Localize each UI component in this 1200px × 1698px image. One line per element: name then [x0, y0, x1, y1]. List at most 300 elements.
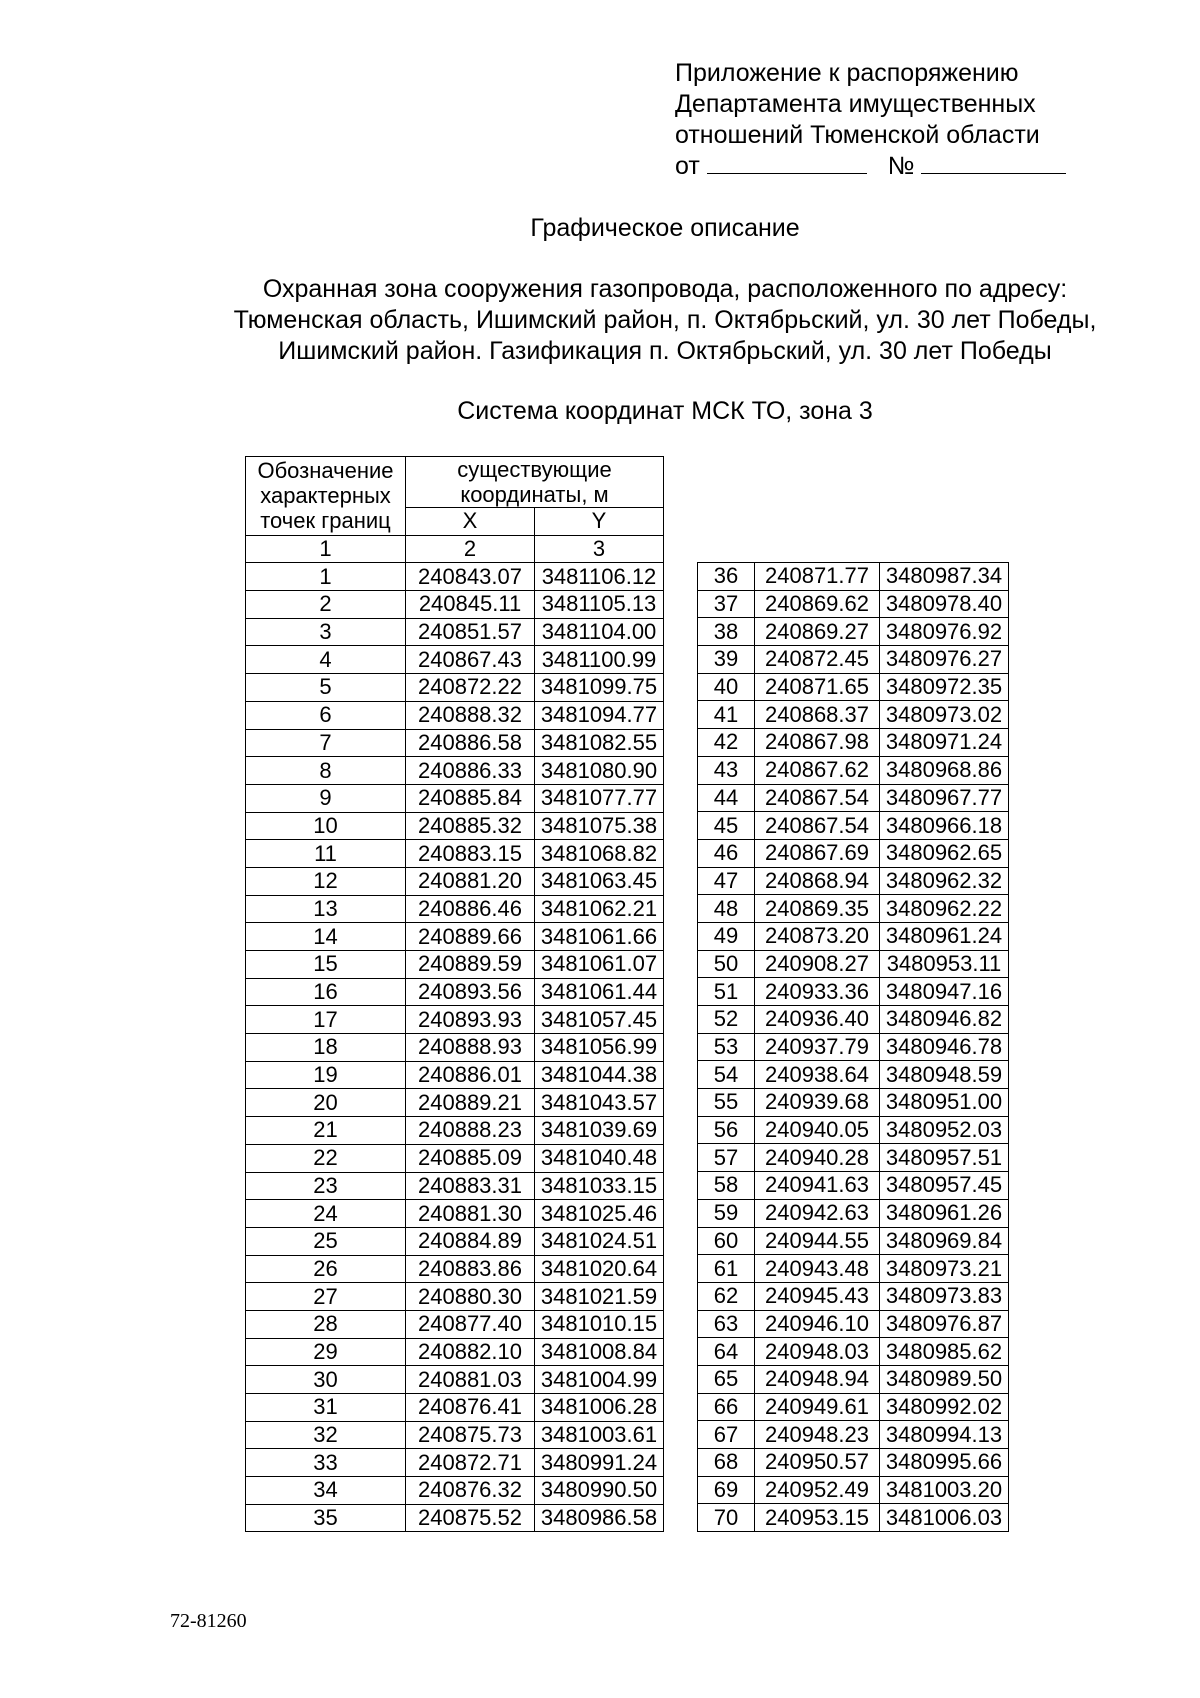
date-blank: [707, 151, 867, 174]
point-number-cell: 7: [246, 729, 406, 757]
point-number-cell: 1: [246, 563, 406, 591]
y-coordinate-cell: 3481106.12: [535, 563, 664, 591]
table-row: [246, 1006, 664, 1034]
table-row: [246, 784, 664, 812]
point-number-cell: 52: [698, 1006, 755, 1034]
point-number-cell: 34: [246, 1477, 406, 1505]
y-coordinate-cell: 3480978.40: [880, 590, 1009, 618]
y-coordinate-cell: 3481105.13: [535, 591, 664, 619]
x-coordinate-cell: 240885.84: [406, 784, 535, 812]
table-row: [698, 729, 1009, 757]
x-coordinate-cell: 240886.33: [406, 757, 535, 785]
x-coordinate-cell: 240867.98: [755, 729, 880, 757]
x-coordinate-cell: 240952.49: [755, 1476, 880, 1504]
point-number-cell: 31: [246, 1394, 406, 1422]
point-number-cell: 62: [698, 1282, 755, 1310]
right-table-body: [698, 563, 1009, 1532]
table-row: [698, 895, 1009, 923]
point-number-cell: 53: [698, 1033, 755, 1061]
table-row: [246, 563, 664, 591]
number-blank: [921, 151, 1066, 174]
point-number-cell: 70: [698, 1504, 755, 1532]
y-coordinate-cell: 3480992.02: [880, 1393, 1009, 1421]
table-row: [246, 1061, 664, 1089]
table-row: [698, 1476, 1009, 1504]
y-coordinate-cell: 3480967.77: [880, 784, 1009, 812]
table-row: [698, 1449, 1009, 1477]
y-coordinate-cell: 3480969.84: [880, 1227, 1009, 1255]
point-number-cell: 57: [698, 1144, 755, 1172]
x-coordinate-cell: 240881.30: [406, 1200, 535, 1228]
x-coordinate-cell: 240945.43: [755, 1282, 880, 1310]
x-coordinate-cell: 240944.55: [755, 1227, 880, 1255]
point-number-cell: 21: [246, 1117, 406, 1145]
header-x: X: [406, 508, 535, 536]
x-coordinate-cell: 240883.86: [406, 1255, 535, 1283]
x-coordinate-cell: 240869.62: [755, 590, 880, 618]
y-coordinate-cell: 3480961.24: [880, 922, 1009, 950]
y-coordinate-cell: 3480952.03: [880, 1116, 1009, 1144]
y-coordinate-cell: 3480987.34: [880, 563, 1009, 591]
y-coordinate-cell: 3481077.77: [535, 784, 664, 812]
table-row: [246, 1421, 664, 1449]
table-row: [246, 618, 664, 646]
point-number-cell: 36: [698, 563, 755, 591]
x-coordinate-cell: 240933.36: [755, 978, 880, 1006]
x-coordinate-cell: 240875.73: [406, 1421, 535, 1449]
y-coordinate-cell: 3481094.77: [535, 701, 664, 729]
description-line-3: Ишимский район. Газификация п. Октябрьский, ул. 30 лет Победы: [278, 337, 1052, 365]
y-coordinate-cell: 3480966.18: [880, 812, 1009, 840]
table-row: [698, 1338, 1009, 1366]
x-coordinate-cell: 240888.93: [406, 1034, 535, 1062]
appendix-line-3: отношений Тюменской области: [675, 121, 1040, 149]
x-coordinate-cell: 240880.30: [406, 1283, 535, 1311]
table-row: [246, 978, 664, 1006]
point-number-cell: 10: [246, 812, 406, 840]
point-number-cell: 37: [698, 590, 755, 618]
point-number-cell: 66: [698, 1393, 755, 1421]
x-coordinate-cell: 240889.59: [406, 951, 535, 979]
x-coordinate-cell: 240881.20: [406, 867, 535, 895]
point-number-cell: 25: [246, 1227, 406, 1255]
x-coordinate-cell: 240871.65: [755, 673, 880, 701]
number-label: №: [887, 152, 915, 180]
point-number-cell: 41: [698, 701, 755, 729]
y-coordinate-cell: 3481003.20: [880, 1476, 1009, 1504]
x-coordinate-cell: 240885.32: [406, 812, 535, 840]
table-row: [246, 840, 664, 868]
table-row: [698, 1255, 1009, 1283]
y-coordinate-cell: 3480989.50: [880, 1365, 1009, 1393]
point-number-cell: 47: [698, 867, 755, 895]
x-coordinate-cell: 240867.62: [755, 756, 880, 784]
point-number-cell: 39: [698, 646, 755, 674]
y-coordinate-cell: 3481044.38: [535, 1061, 664, 1089]
x-coordinate-cell: 240876.41: [406, 1394, 535, 1422]
x-coordinate-cell: 240953.15: [755, 1504, 880, 1532]
point-number-cell: 11: [246, 840, 406, 868]
point-number-cell: 59: [698, 1199, 755, 1227]
y-coordinate-cell: 3480946.78: [880, 1033, 1009, 1061]
y-coordinate-cell: 3481010.15: [535, 1310, 664, 1338]
point-number-cell: 49: [698, 922, 755, 950]
table-row: [698, 618, 1009, 646]
point-number-cell: 33: [246, 1449, 406, 1477]
y-coordinate-cell: 3480973.83: [880, 1282, 1009, 1310]
table-row: [246, 923, 664, 951]
point-number-cell: 44: [698, 784, 755, 812]
x-coordinate-cell: 240877.40: [406, 1310, 535, 1338]
y-coordinate-cell: 3480968.86: [880, 756, 1009, 784]
y-coordinate-cell: 3481075.38: [535, 812, 664, 840]
point-number-cell: 30: [246, 1366, 406, 1394]
x-coordinate-cell: 240888.23: [406, 1117, 535, 1145]
table-row: [698, 1199, 1009, 1227]
point-number-cell: 13: [246, 895, 406, 923]
y-coordinate-cell: 3480962.22: [880, 895, 1009, 923]
point-number-cell: 23: [246, 1172, 406, 1200]
y-coordinate-cell: 3481080.90: [535, 757, 664, 785]
y-coordinate-cell: 3481024.51: [535, 1227, 664, 1255]
y-coordinate-cell: 3480976.87: [880, 1310, 1009, 1338]
point-number-cell: 45: [698, 812, 755, 840]
table-row: [246, 1034, 664, 1062]
table-row: [698, 784, 1009, 812]
table-row: [698, 1310, 1009, 1338]
x-coordinate-cell: 240938.64: [755, 1061, 880, 1089]
coordinates-table-left: [245, 456, 664, 1532]
point-number-cell: 16: [246, 978, 406, 1006]
point-number-cell: 3: [246, 618, 406, 646]
point-number-cell: 55: [698, 1089, 755, 1117]
x-coordinate-cell: 240867.54: [755, 784, 880, 812]
x-coordinate-cell: 240949.61: [755, 1393, 880, 1421]
point-number-cell: 19: [246, 1061, 406, 1089]
x-coordinate-cell: 240868.94: [755, 867, 880, 895]
x-coordinate-cell: 240884.89: [406, 1227, 535, 1255]
point-number-cell: 4: [246, 646, 406, 674]
point-number-cell: 42: [698, 729, 755, 757]
y-coordinate-cell: 3480962.65: [880, 839, 1009, 867]
table-row: [698, 1089, 1009, 1117]
point-number-cell: 56: [698, 1116, 755, 1144]
x-coordinate-cell: 240948.94: [755, 1365, 880, 1393]
x-coordinate-cell: 240868.37: [755, 701, 880, 729]
point-number-cell: 15: [246, 951, 406, 979]
y-coordinate-cell: 3480946.82: [880, 1006, 1009, 1034]
header-y: Y: [535, 508, 664, 536]
point-number-cell: 67: [698, 1421, 755, 1449]
x-coordinate-cell: 240889.21: [406, 1089, 535, 1117]
table-row: [246, 646, 664, 674]
table-row: [246, 1338, 664, 1366]
appendix-block: [675, 58, 1066, 182]
table-row: [246, 591, 664, 619]
point-number-cell: 18: [246, 1034, 406, 1062]
table-row: [698, 978, 1009, 1006]
table-row: [246, 1089, 664, 1117]
table-row: [698, 563, 1009, 591]
y-coordinate-cell: 3481006.28: [535, 1394, 664, 1422]
point-number-cell: 61: [698, 1255, 755, 1283]
y-coordinate-cell: 3481056.99: [535, 1034, 664, 1062]
point-number-cell: 69: [698, 1476, 755, 1504]
y-coordinate-cell: 3480971.24: [880, 729, 1009, 757]
point-number-cell: 26: [246, 1255, 406, 1283]
point-number-cell: 17: [246, 1006, 406, 1034]
table-row: [698, 839, 1009, 867]
point-number-cell: 5: [246, 674, 406, 702]
x-coordinate-cell: 240939.68: [755, 1089, 880, 1117]
x-coordinate-cell: 240845.11: [406, 591, 535, 619]
table-row: [698, 1365, 1009, 1393]
y-coordinate-cell: 3480973.02: [880, 701, 1009, 729]
point-number-cell: 32: [246, 1421, 406, 1449]
y-coordinate-cell: 3480961.26: [880, 1199, 1009, 1227]
point-number-cell: 46: [698, 839, 755, 867]
point-number-cell: 12: [246, 867, 406, 895]
point-number-cell: 28: [246, 1310, 406, 1338]
x-coordinate-cell: 240876.32: [406, 1477, 535, 1505]
point-number-cell: 54: [698, 1061, 755, 1089]
point-number-cell: 50: [698, 950, 755, 978]
x-coordinate-cell: 240908.27: [755, 950, 880, 978]
table-row: [246, 895, 664, 923]
coordinate-system-label: Система координат МСК ТО, зона 3: [457, 397, 873, 425]
point-number-cell: 6: [246, 701, 406, 729]
table-row: [246, 701, 664, 729]
point-number-cell: 38: [698, 618, 755, 646]
x-coordinate-cell: 240883.15: [406, 840, 535, 868]
point-number-cell: 22: [246, 1144, 406, 1172]
x-coordinate-cell: 240883.31: [406, 1172, 535, 1200]
x-coordinate-cell: 240942.63: [755, 1199, 880, 1227]
x-coordinate-cell: 240873.20: [755, 922, 880, 950]
x-coordinate-cell: 240869.27: [755, 618, 880, 646]
y-coordinate-cell: 3481033.15: [535, 1172, 664, 1200]
table-row: [698, 590, 1009, 618]
y-coordinate-cell: 3481057.45: [535, 1006, 664, 1034]
y-coordinate-cell: 3480953.11: [880, 950, 1009, 978]
table-row: [246, 1310, 664, 1338]
table-row: [246, 951, 664, 979]
x-coordinate-cell: 240940.05: [755, 1116, 880, 1144]
y-coordinate-cell: 3481061.07: [535, 951, 664, 979]
table-row: [698, 1393, 1009, 1421]
y-coordinate-cell: 3481061.66: [535, 923, 664, 951]
coordinates-table-right: [697, 562, 1009, 1532]
point-number-cell: 29: [246, 1338, 406, 1366]
x-coordinate-cell: 240886.46: [406, 895, 535, 923]
table-row: [246, 812, 664, 840]
table-row: [246, 1394, 664, 1422]
table-row: [246, 1117, 664, 1145]
table-row: [698, 812, 1009, 840]
y-coordinate-cell: 3480986.58: [535, 1504, 664, 1532]
y-coordinate-cell: 3481003.61: [535, 1421, 664, 1449]
table-row: [246, 1172, 664, 1200]
x-coordinate-cell: 240872.22: [406, 674, 535, 702]
point-number-cell: 24: [246, 1200, 406, 1228]
table-row: [698, 1172, 1009, 1200]
y-coordinate-cell: 3480995.66: [880, 1449, 1009, 1477]
header-col-number-3: 3: [535, 535, 664, 563]
table-row: [698, 1116, 1009, 1144]
y-coordinate-cell: 3481082.55: [535, 729, 664, 757]
x-coordinate-cell: 240941.63: [755, 1172, 880, 1200]
table-row: [698, 1504, 1009, 1532]
x-coordinate-cell: 240946.10: [755, 1310, 880, 1338]
table-row: [246, 1283, 664, 1311]
x-coordinate-cell: 240943.48: [755, 1255, 880, 1283]
x-coordinate-cell: 240882.10: [406, 1338, 535, 1366]
appendix-line-2: Департамента имущественных: [675, 90, 1036, 118]
description-line-1: Охранная зона сооружения газопровода, расположенного по адресу:: [262, 275, 1068, 303]
table-row: [698, 922, 1009, 950]
x-coordinate-cell: 240937.79: [755, 1033, 880, 1061]
y-coordinate-cell: 3480947.16: [880, 978, 1009, 1006]
point-number-cell: 40: [698, 673, 755, 701]
y-coordinate-cell: 3481100.99: [535, 646, 664, 674]
header-col-number-1: 1: [246, 535, 406, 563]
y-coordinate-cell: 3480973.21: [880, 1255, 1009, 1283]
x-coordinate-cell: 240871.77: [755, 563, 880, 591]
y-coordinate-cell: 3481039.69: [535, 1117, 664, 1145]
y-coordinate-cell: 3481068.82: [535, 840, 664, 868]
y-coordinate-cell: 3481062.21: [535, 895, 664, 923]
left-table-body: [246, 563, 664, 1532]
header-col-number-2: 2: [406, 535, 535, 563]
y-coordinate-cell: 3480948.59: [880, 1061, 1009, 1089]
table-row: [246, 1227, 664, 1255]
y-coordinate-cell: 3481021.59: [535, 1283, 664, 1311]
y-coordinate-cell: 3481063.45: [535, 867, 664, 895]
table-row: [246, 1366, 664, 1394]
x-coordinate-cell: 240948.03: [755, 1338, 880, 1366]
point-number-cell: 35: [246, 1504, 406, 1532]
point-number-cell: 64: [698, 1338, 755, 1366]
point-number-cell: 63: [698, 1310, 755, 1338]
table-row: [698, 1033, 1009, 1061]
x-coordinate-cell: 240872.45: [755, 646, 880, 674]
y-coordinate-cell: 3480991.24: [535, 1449, 664, 1477]
table-row: [698, 1282, 1009, 1310]
table-row: [246, 867, 664, 895]
table-row: [246, 674, 664, 702]
table-row: [246, 1144, 664, 1172]
point-number-cell: 9: [246, 784, 406, 812]
from-label: от: [675, 152, 700, 180]
header-point-designation: Обозначение характерных точек границ: [246, 457, 406, 536]
y-coordinate-cell: 3480957.51: [880, 1144, 1009, 1172]
point-number-cell: 51: [698, 978, 755, 1006]
table-row: [246, 1255, 664, 1283]
table-row: [246, 757, 664, 785]
header-existing-coordinates: существующие координаты, м: [406, 457, 664, 508]
table-row: [246, 1477, 664, 1505]
y-coordinate-cell: 3480994.13: [880, 1421, 1009, 1449]
x-coordinate-cell: 240893.56: [406, 978, 535, 1006]
document-number: 72-81260: [170, 1610, 247, 1632]
x-coordinate-cell: 240875.52: [406, 1504, 535, 1532]
table-row: [698, 1227, 1009, 1255]
table-row: [698, 1006, 1009, 1034]
zone-description: [0, 274, 1200, 367]
appendix-line-1: Приложение к распоряжению: [675, 59, 1019, 87]
x-coordinate-cell: 240940.28: [755, 1144, 880, 1172]
point-number-cell: 14: [246, 923, 406, 951]
table-row: [698, 646, 1009, 674]
x-coordinate-cell: 240888.32: [406, 701, 535, 729]
description-line-2: Тюменская область, Ишимский район, п. Октябрьский, ул. 30 лет Победы,: [233, 306, 1097, 334]
y-coordinate-cell: 3481043.57: [535, 1089, 664, 1117]
table-row: [698, 950, 1009, 978]
table-row: [698, 1421, 1009, 1449]
x-coordinate-cell: 240867.43: [406, 646, 535, 674]
y-coordinate-cell: 3481004.99: [535, 1366, 664, 1394]
y-coordinate-cell: 3480962.32: [880, 867, 1009, 895]
y-coordinate-cell: 3481061.44: [535, 978, 664, 1006]
x-coordinate-cell: 240893.93: [406, 1006, 535, 1034]
y-coordinate-cell: 3480985.62: [880, 1338, 1009, 1366]
point-number-cell: 20: [246, 1089, 406, 1117]
y-coordinate-cell: 3481099.75: [535, 674, 664, 702]
point-number-cell: 8: [246, 757, 406, 785]
y-coordinate-cell: 3480976.27: [880, 646, 1009, 674]
y-coordinate-cell: 3481025.46: [535, 1200, 664, 1228]
x-coordinate-cell: 240869.35: [755, 895, 880, 923]
appendix-date-number-line: [675, 151, 1066, 182]
table-row: [698, 756, 1009, 784]
y-coordinate-cell: 3481040.48: [535, 1144, 664, 1172]
y-coordinate-cell: 3481020.64: [535, 1255, 664, 1283]
x-coordinate-cell: 240872.71: [406, 1449, 535, 1477]
x-coordinate-cell: 240889.66: [406, 923, 535, 951]
x-coordinate-cell: 240886.01: [406, 1061, 535, 1089]
point-number-cell: 58: [698, 1172, 755, 1200]
point-number-cell: 68: [698, 1449, 755, 1477]
y-coordinate-cell: 3480951.00: [880, 1089, 1009, 1117]
point-number-cell: 65: [698, 1365, 755, 1393]
point-number-cell: 60: [698, 1227, 755, 1255]
x-coordinate-cell: 240886.58: [406, 729, 535, 757]
y-coordinate-cell: 3481104.00: [535, 618, 664, 646]
point-number-cell: 48: [698, 895, 755, 923]
y-coordinate-cell: 3480990.50: [535, 1477, 664, 1505]
document-title: Графическое описание: [530, 214, 800, 242]
x-coordinate-cell: 240950.57: [755, 1449, 880, 1477]
table-row: [246, 1449, 664, 1477]
table-row: [698, 1061, 1009, 1089]
x-coordinate-cell: 240881.03: [406, 1366, 535, 1394]
table-row: [698, 701, 1009, 729]
x-coordinate-cell: 240851.57: [406, 618, 535, 646]
y-coordinate-cell: 3481006.03: [880, 1504, 1009, 1532]
y-coordinate-cell: 3480976.92: [880, 618, 1009, 646]
x-coordinate-cell: 240948.23: [755, 1421, 880, 1449]
table-row: [246, 1200, 664, 1228]
x-coordinate-cell: 240867.54: [755, 812, 880, 840]
y-coordinate-cell: 3481008.84: [535, 1338, 664, 1366]
point-number-cell: 43: [698, 756, 755, 784]
table-row: [698, 1144, 1009, 1172]
y-coordinate-cell: 3480972.35: [880, 673, 1009, 701]
point-number-cell: 2: [246, 591, 406, 619]
table-row: [246, 729, 664, 757]
x-coordinate-cell: 240885.09: [406, 1144, 535, 1172]
table-row: [698, 673, 1009, 701]
